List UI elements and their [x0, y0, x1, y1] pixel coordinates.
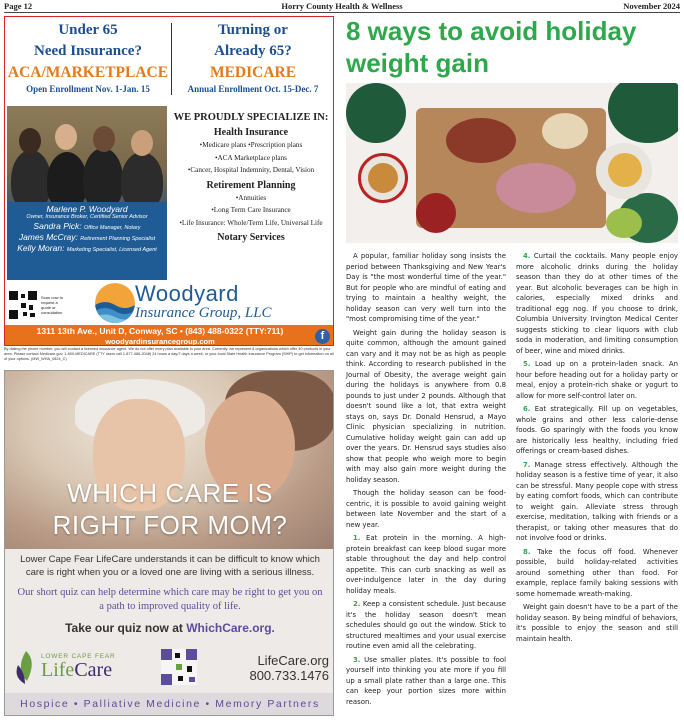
tip-text: Eat protein in the morning. A high-protein breakfast can keep blood sugar more stable throughout the day and help control appetite. This can curb snacking as well as over-indulgence later in the day during holiday meals.	[346, 534, 506, 595]
woodyard-logo-block	[7, 281, 333, 325]
team-photo	[7, 106, 167, 280]
tip-item	[516, 359, 678, 401]
contact-bar	[5, 325, 333, 346]
staff-name: Kelly Moran:	[17, 243, 65, 253]
specialty-item: •Long Term Care Insurance	[211, 206, 291, 214]
tip-item	[346, 599, 506, 652]
turning-heading: Turning or	[218, 22, 288, 38]
lifecare-intro: Lower Cape Fear LifeCare understands it can be difficult to know which care is right when you or a loved one are living with a serious illness.	[20, 554, 320, 578]
ad-headline-block	[5, 17, 333, 97]
staff-name: Marlene P. Woodyard	[46, 204, 128, 214]
facebook-icon[interactable]: f	[315, 329, 330, 344]
tip-item	[516, 404, 678, 457]
specialties-title: WE PROUDLY SPECIALIZE IN:	[173, 112, 329, 123]
quiz-url-link[interactable]: WhichCare.org.	[186, 621, 275, 635]
aca-marketplace-heading: ACA/MARKETPLACE	[7, 64, 169, 81]
staff-name: Sandra Pick:	[33, 221, 82, 231]
logo-care: Care	[74, 659, 113, 681]
article-paragraph: Though the holiday season can be food-centric, it is possible to avoid gaining weight between late November and the start of a new year.	[346, 489, 506, 529]
tip-text: Take the focus off food. Whenever possible, build holiday-related activities around something other than food. For example, replace family baking sessions with some homemade wreath-making.	[516, 547, 678, 598]
medicare-heading: MEDICARE	[209, 64, 297, 81]
tip-item	[346, 655, 506, 708]
tip-item	[516, 251, 678, 356]
header-rule	[4, 12, 680, 13]
article-paragraph: A popular, familiar holiday song insists the period between Thanksgiving and New Year's Day is "the most wonderful time of the year." But for people who are mindful of eating and trying to maintain a healthy weight, the holiday season can very well turn into the "most compromising time of the year."	[346, 252, 506, 323]
lifecare-phone[interactable]: 800.733.1476	[249, 668, 329, 683]
under-65-heading: Under 65	[58, 22, 118, 38]
lifecare-website-link[interactable]: LifeCare.org	[257, 653, 329, 668]
tip-number: 5.	[523, 360, 531, 368]
staff-role: Marketing Specialist, Licensed Agent	[66, 247, 157, 253]
retirement-planning-title: Retirement Planning	[206, 179, 296, 191]
tip-text: Keep a consistent schedule. Just because it's the holiday season doesn't mean schedules should go out the window. Stick to structured mealtimes and your usual exercise routine even amid all the celebrating.	[346, 600, 506, 650]
staff-role: Owner, Insurance Broker, Certified Senior Advisor	[26, 214, 148, 220]
qr-code[interactable]	[9, 291, 37, 319]
already-65-heading: Already 65?	[214, 43, 292, 59]
publication-name: Horry County Health & Wellness	[281, 1, 403, 11]
logo-small-text: LOWER CAPE FEAR	[41, 653, 116, 660]
logo-life: Life	[41, 659, 75, 681]
notary-services: Notary Services	[217, 232, 285, 243]
tip-number: 8.	[523, 547, 531, 556]
issue-date: November 2024	[623, 1, 680, 11]
tip-text: Use smaller plates. It's possible to fool yourself into thinking you ate more if you fill up a small plate rather than a large one. This can keep your portion sizes more within reason.	[346, 655, 506, 706]
lifecare-tagline: Hospice • Palliative Medicine • Memory Partners	[5, 693, 334, 715]
specialty-item: •Life Insurance: Whole/Term Life, Universal Life	[179, 218, 323, 227]
tip-item	[346, 533, 506, 596]
lifecare-body	[5, 549, 334, 715]
website-link[interactable]: woodyardinsurancegroup.com	[105, 337, 215, 346]
ad-headline	[5, 477, 334, 541]
staff-role: Retirement Planning Specialist	[80, 236, 156, 242]
lifecare-logo	[15, 649, 135, 689]
need-insurance-heading: Need Insurance?	[34, 43, 142, 59]
specialty-item: •Annuities	[235, 193, 267, 202]
lifecare-contact	[249, 653, 329, 683]
woodyard-brand-sub: Insurance Group, LLC	[135, 305, 272, 321]
tip-number: 3.	[353, 655, 361, 664]
tip-number: 7.	[523, 460, 531, 469]
medicare-disclaimer: By dialing the phone number, you will contact a licensed insurance agent. We do not offer every plan available in your area. Currently, we represent 8 organizations which offer 40 products in your area. Please contact Medicare.gov, 1-800-MEDICARE (TTY users call 1-877-486-2048) 24 hours a day/7 days a week, or your local State Health Insurance Program (SHIP) to get information on all of your options. (MW_WHA_0824_C)	[4, 347, 334, 361]
medicare-column	[173, 20, 333, 94]
article-column-1	[346, 251, 506, 710]
specialties-list	[169, 112, 333, 244]
qr-instructions: Scan now to request a quote or consultation	[41, 295, 64, 315]
tip-text: Manage stress effectively. Although the holiday season is a festive time of year, it also can be stressful. Many people cope with stress by eating comfort foods, which can contribute to weight gain. Alleviate stress through exercise, meditation, talking with friends or a therapist, or taking other measures that do not involve food or drinks.	[516, 460, 678, 542]
tip-text: Eat strategically. Fill up on vegetables, whole grains and other less calorie-dense foods. Go sparingly with the foods you know are historically less healthy, including fried offerings or cream-based dishes.	[516, 405, 678, 455]
health-insurance-title: Health Insurance	[213, 127, 289, 138]
lifecare-quiz-text: Our short quiz can help determine which care may be right to get you on a path to improved quality of life.	[17, 587, 323, 612]
tip-number: 4.	[523, 252, 531, 260]
article-paragraph: Weight gain during the holiday season is quite common, although the amount gained can vary and it may not be as high as people think. According to research published in the Journal of Obesity, the average weight gain during the holidays is anywhere from 0.8 pounds to just under 2 pounds. Although that doesn't sound like a lot, that extra weight stays on, says Dr. Donald Hensrud, a Mayo Clinic physician specializing in nutrition. Cumulative holiday weight gain can add up over the years. Dr. Hensrud says studies also show that people who weigh more to begin with may also gain more weight during the holiday season.	[346, 328, 506, 484]
page-header	[4, 0, 680, 12]
aca-column	[5, 20, 171, 94]
headline-line-2: RIGHT FOR MOM?	[52, 510, 288, 540]
page-number: Page 12	[4, 1, 33, 11]
specialty-item: •ACA Marketplace plans	[215, 153, 287, 162]
staff-role: Office Manager, Notary	[84, 225, 141, 231]
medicare-enrollment-dates: Annual Enrollment Oct. 15-Dec. 7	[187, 84, 319, 94]
tip-text: Load up on a protein-laden snack. An hour before heading out for a holiday party or meal, enjoy a protein-rich shake or yogurt to allow for more self-control later on.	[516, 360, 679, 400]
quiz-cta	[5, 621, 334, 635]
staff-caption	[7, 202, 167, 280]
leaf-logo-icon	[15, 651, 37, 685]
article-title: 8 ways to avoid holiday weight gain	[346, 16, 637, 78]
tip-number: 1.	[353, 534, 361, 542]
quiz-cta-prefix: Take our quiz now at	[65, 621, 187, 635]
specialty-item: •Medicare plans •Prescription plans	[199, 141, 303, 149]
address-phone[interactable]: 1311 13th Ave., Unit D, Conway, SC • (843) 488-0322 (TTY:711)	[36, 326, 284, 336]
tip-number: 6.	[523, 405, 531, 413]
holiday-food-photo	[346, 83, 678, 243]
woodyard-brand-name: Woodyard	[135, 281, 239, 306]
woodyard-insurance-ad[interactable]	[4, 16, 334, 346]
mother-daughter-photo	[5, 371, 334, 549]
column-divider	[171, 23, 172, 95]
tip-number: 2.	[353, 600, 361, 608]
tip-item	[516, 547, 678, 600]
article-column-2	[516, 251, 678, 647]
headline-line-1: WHICH CARE IS	[67, 478, 273, 508]
lifecare-ad[interactable]	[4, 370, 334, 716]
tip-item	[516, 460, 678, 544]
aca-enrollment-dates: Open Enrollment Nov. 1-Jan. 15	[26, 84, 150, 94]
staff-name: James McCray:	[18, 232, 78, 242]
article-closing: Weight gain doesn't have to be a part of the holiday season. By being mindful of behaviors, it's possible to enjoy the season and still maintain health.	[516, 603, 678, 643]
logo-wordmark	[41, 659, 112, 682]
qr-code[interactable]	[161, 649, 197, 685]
waves-logo-icon	[95, 283, 135, 323]
specialty-item: •Cancer, Hospital Indemnity, Dental, Vision	[187, 166, 315, 174]
tip-text: Curtail the cocktails. Many people enjoy more alcoholic drinks during the holiday season than they do at other times of the year. But alcoholic beverages can be high in calories, especially mixed drinks and traditional egg nog. If you choose to drink, Columbia University Irvington Medical Center suggests sticking to clear liquors with club soda in moderation, and limiting consumption of beer, wine and mixed drinks.	[516, 252, 678, 355]
